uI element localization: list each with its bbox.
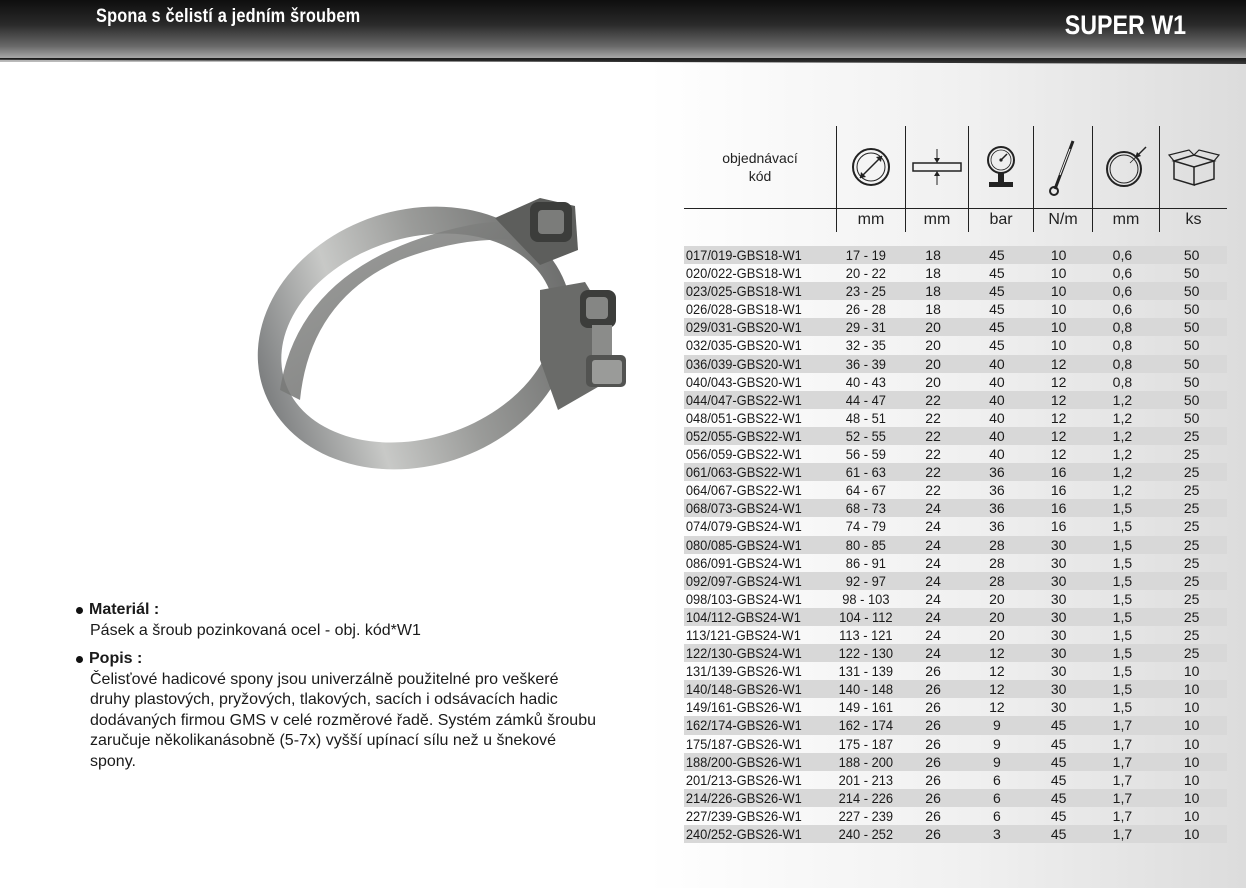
table-row [684, 499, 1227, 517]
brand-title: SUPER W1 [1064, 10, 1186, 40]
table-row [684, 680, 1227, 698]
table-cell: 1,7 [1112, 735, 1133, 752]
table-row [684, 753, 1227, 771]
table-cell: 10 [1183, 699, 1200, 716]
table-cell: 10 [1050, 283, 1067, 300]
table-cell: 052/055-GBS22-W1 [685, 427, 802, 444]
table-cell: 6 [992, 807, 1001, 824]
table-cell: 0,6 [1112, 247, 1133, 263]
table-cell: 50 [1183, 265, 1200, 282]
table-cell: 240/252-GBS26-W1 [685, 826, 802, 842]
table-cell: 064/067-GBS22-W1 [685, 482, 802, 499]
table-row [684, 246, 1227, 264]
bullet-icon [76, 656, 83, 663]
table-row [684, 427, 1227, 445]
table-cell: 048/051-GBS22-W1 [685, 409, 802, 426]
table-row [684, 264, 1227, 282]
table-cell: 032/035-GBS20-W1 [685, 337, 802, 354]
table-row [684, 373, 1227, 391]
table-cell: 26 [925, 681, 941, 698]
table-cell: 22 [925, 482, 941, 499]
table-row [684, 282, 1227, 300]
table-cell: 10 [1050, 265, 1067, 282]
table-row [684, 391, 1227, 409]
table-cell: 45 [1050, 717, 1067, 734]
table-cell: 1,5 [1112, 500, 1133, 517]
table-cell: 40 [989, 409, 1005, 426]
table-cell: 30 [1050, 663, 1067, 680]
table-cell: 0,8 [1112, 373, 1133, 390]
table-cell: 28 [989, 536, 1005, 553]
table-cell: 10 [1183, 807, 1200, 824]
table-cell: 12 [1050, 355, 1067, 372]
table-cell: 50 [1183, 391, 1200, 408]
table-cell: 45 [1050, 826, 1067, 842]
table-cell: 227 - 239 [839, 807, 894, 824]
table-cell: 10 [1183, 681, 1200, 698]
table-cell: 188/200-GBS26-W1 [685, 753, 802, 770]
unit-label: mm [1112, 211, 1140, 228]
table-cell: 1,2 [1112, 464, 1133, 481]
table-cell: 22 [925, 427, 941, 444]
table-cell: 1,5 [1112, 554, 1133, 571]
table-cell: 10 [1050, 319, 1067, 336]
table-row [684, 463, 1227, 481]
table-cell: 1,7 [1112, 753, 1133, 770]
table-cell: 074/079-GBS24-W1 [685, 518, 802, 535]
table-row [684, 481, 1227, 499]
table-cell: 30 [1050, 681, 1067, 698]
table-cell: 10 [1183, 735, 1200, 752]
table-cell: 50 [1183, 337, 1200, 354]
table-cell: 26 [925, 663, 941, 680]
table-cell: 64 - 67 [846, 482, 887, 499]
table-cell: 17 - 19 [846, 247, 887, 263]
page-title: Spona s čelistí a jedním šroubem [96, 6, 361, 27]
table-row [684, 409, 1227, 427]
code-header [684, 126, 836, 208]
table-cell: 26 [925, 771, 941, 788]
table-cell: 24 [925, 645, 941, 662]
table-cell: 86 - 91 [846, 554, 887, 571]
table-cell: 98 - 103 [842, 590, 890, 607]
table-row [684, 626, 1227, 644]
table-cell: 25 [1183, 590, 1200, 607]
product-table [684, 126, 1227, 843]
table-cell: 25 [1183, 608, 1200, 625]
product-photo [240, 140, 660, 520]
table-cell: 22 [925, 446, 941, 463]
popis-line: druhy plastových, pryžových, tlakových, sacích i odsávacích hadic [90, 691, 558, 708]
table-cell: 45 [1050, 735, 1067, 752]
table-cell: 9 [992, 717, 1001, 734]
popis-line: Čelisťové hadicové spony jsou univerzálně použitelné pro veškeré [90, 670, 559, 688]
table-cell: 20 [925, 337, 941, 354]
table-cell: 1,5 [1112, 518, 1133, 535]
table-cell: 029/031-GBS20-W1 [685, 319, 802, 336]
pressure-gauge-icon [969, 126, 1033, 208]
table-cell: 36 [989, 464, 1005, 481]
table-cell: 20 [925, 355, 941, 372]
table-cell: 30 [1050, 536, 1067, 553]
table-cell: 24 [925, 572, 941, 589]
table-cell: 68 - 73 [846, 500, 887, 517]
table-cell: 56 - 59 [846, 446, 887, 463]
table-cell: 017/019-GBS18-W1 [685, 247, 802, 263]
table-row [684, 318, 1227, 336]
table-cell: 24 [925, 554, 941, 571]
table-cell: 12 [989, 663, 1005, 680]
table-cell: 12 [989, 681, 1005, 698]
table-cell: 149 - 161 [839, 699, 894, 716]
table-cell: 040/043-GBS20-W1 [685, 373, 802, 390]
table-cell: 16 [1050, 518, 1067, 535]
table-cell: 52 - 55 [846, 427, 887, 444]
table-cell: 162 - 174 [839, 717, 894, 734]
table-cell: 162/174-GBS26-W1 [685, 717, 802, 734]
table-cell: 25 [1183, 482, 1200, 499]
band-thickness-icon [1093, 126, 1159, 208]
table-cell: 1,2 [1112, 482, 1133, 499]
table-cell: 10 [1050, 337, 1067, 354]
table-cell: 1,7 [1112, 826, 1133, 842]
table-cell: 45 [989, 319, 1005, 336]
table-cell: 131/139-GBS26-W1 [685, 663, 802, 680]
table-cell: 104 - 112 [839, 608, 894, 625]
table-cell: 20 - 22 [846, 265, 887, 282]
table-cell: 9 [992, 753, 1001, 770]
table-cell: 12 [1050, 427, 1067, 444]
table-cell: 24 [925, 626, 941, 643]
table-cell: 40 [989, 355, 1005, 372]
table-cell: 0,8 [1112, 355, 1133, 372]
table-cell: 1,5 [1112, 699, 1133, 716]
table-row [684, 716, 1227, 734]
table-cell: 40 [989, 446, 1005, 463]
table-cell: 25 [1183, 464, 1200, 481]
table-cell: 30 [1050, 626, 1067, 643]
table-cell: 1,5 [1112, 626, 1133, 643]
unit-label: mm [923, 211, 951, 228]
description-block [76, 600, 676, 772]
table-cell: 1,7 [1112, 807, 1133, 824]
table-cell: 74 - 79 [846, 518, 887, 535]
table-cell: 30 [1050, 572, 1067, 589]
table-cell: 10 [1050, 247, 1067, 263]
table-header [684, 126, 1227, 208]
table-cell: 40 - 43 [846, 373, 887, 390]
table-cell: 080/085-GBS24-W1 [685, 536, 802, 553]
table-cell: 140/148-GBS26-W1 [685, 681, 802, 698]
table-cell: 175/187-GBS26-W1 [685, 735, 802, 752]
unit-label: N/m [1048, 211, 1078, 228]
table-row [684, 825, 1227, 843]
table-cell: 214/226-GBS26-W1 [685, 789, 802, 806]
table-cell: 50 [1183, 373, 1200, 390]
table-cell: 48 - 51 [846, 409, 887, 426]
table-cell: 45 [1050, 771, 1067, 788]
table-row [684, 445, 1227, 463]
table-cell: 0,6 [1112, 301, 1133, 318]
table-cell: 80 - 85 [846, 536, 887, 553]
table-cell: 25 [1183, 500, 1200, 517]
table-cell: 18 [925, 301, 941, 318]
table-cell: 26 [925, 735, 941, 752]
bullet-icon [76, 607, 83, 614]
table-cell: 24 [925, 536, 941, 553]
popis-line: spony. [90, 752, 136, 770]
unit-label: mm [857, 211, 885, 228]
table-cell: 175 - 187 [839, 735, 894, 752]
table-cell: 113/121-GBS24-W1 [685, 626, 801, 643]
table-row [684, 807, 1227, 825]
table-cell: 201/213-GBS26-W1 [685, 771, 802, 788]
table-cell: 0,6 [1112, 265, 1133, 282]
table-cell: 092/097-GBS24-W1 [685, 572, 802, 589]
table-cell: 10 [1183, 826, 1200, 842]
table-cell: 20 [989, 626, 1005, 643]
table-cell: 24 [925, 608, 941, 625]
table-cell: 45 [989, 301, 1005, 318]
table-cell: 36 [989, 482, 1005, 499]
table-cell: 044/047-GBS22-W1 [685, 391, 802, 408]
code-header-line2: kód [748, 168, 772, 184]
table-cell: 140 - 148 [839, 681, 894, 698]
table-cell: 50 [1183, 355, 1200, 372]
table-row [684, 336, 1227, 354]
table-cell: 122/130-GBS24-W1 [685, 645, 802, 662]
table-row [684, 735, 1227, 753]
table-cell: 0,8 [1112, 337, 1133, 354]
package-box-icon [1160, 126, 1227, 208]
code-header-line1: objednávací [722, 150, 798, 166]
table-cell: 0,6 [1112, 283, 1133, 300]
table-cell: 36 [989, 500, 1005, 517]
table-cell: 149/161-GBS26-W1 [685, 699, 802, 716]
table-row [684, 300, 1227, 318]
table-cell: 12 [1050, 446, 1067, 463]
table-cell: 9 [992, 735, 1001, 752]
table-cell: 92 - 97 [846, 572, 887, 589]
table-cell: 25 [1183, 446, 1200, 463]
table-cell: 45 [989, 265, 1005, 282]
table-cell: 036/039-GBS20-W1 [685, 355, 802, 372]
torque-wrench-icon [1034, 126, 1092, 208]
table-cell: 30 [1050, 645, 1067, 662]
table-cell: 023/025-GBS18-W1 [685, 283, 802, 300]
table-cell: 1,5 [1112, 645, 1133, 662]
diameter-range-icon [837, 126, 905, 208]
table-cell: 056/059-GBS22-W1 [685, 446, 802, 463]
table-cell: 22 [925, 391, 941, 408]
table-cell: 50 [1183, 319, 1200, 336]
table-row [684, 644, 1227, 662]
table-cell: 23 - 25 [846, 283, 887, 300]
table-row [684, 590, 1227, 608]
table-cell: 25 [1183, 554, 1200, 571]
table-cell: 122 - 130 [839, 645, 894, 662]
table-cell: 45 [1050, 789, 1067, 806]
table-cell: 1,2 [1112, 427, 1133, 444]
table-row [684, 771, 1227, 789]
table-cell: 1,5 [1112, 663, 1133, 680]
table-cell: 10 [1183, 753, 1200, 770]
table-row [684, 517, 1227, 535]
table-cell: 026/028-GBS18-W1 [685, 301, 802, 318]
table-cell: 10 [1183, 663, 1200, 680]
table-cell: 25 [1183, 626, 1200, 643]
table-cell: 10 [1183, 717, 1200, 734]
table-cell: 24 [925, 590, 941, 607]
table-cell: 1,5 [1112, 608, 1133, 625]
table-row [684, 698, 1227, 716]
table-cell: 6 [992, 789, 1001, 806]
table-cell: 0,8 [1112, 319, 1133, 336]
table-cell: 10 [1183, 771, 1200, 788]
table-cell: 45 [989, 337, 1005, 354]
table-cell: 10 [1183, 789, 1200, 806]
table-cell: 131 - 139 [839, 663, 894, 680]
table-cell: 20 [925, 319, 941, 336]
table-cell: 061/063-GBS22-W1 [685, 464, 802, 481]
table-cell: 24 [925, 518, 941, 535]
table-cell: 20 [989, 590, 1005, 607]
table-cell: 188 - 200 [839, 753, 894, 770]
popis-line: dodávaných firmou GMS v celé rozměrové řadě. Systém zámků šroubu [90, 711, 596, 729]
table-row [684, 662, 1227, 680]
table-cell: 26 [925, 717, 941, 734]
table-cell: 22 [925, 409, 941, 426]
table-cell: 12 [1050, 409, 1067, 426]
table-cell: 20 [925, 373, 941, 390]
table-cell: 25 [1183, 572, 1200, 589]
table-cell: 40 [989, 373, 1005, 390]
table-cell: 20 [989, 608, 1005, 625]
table-cell: 26 - 28 [846, 301, 887, 318]
table-cell: 22 [925, 464, 941, 481]
table-cell: 40 [989, 427, 1005, 444]
table-cell: 36 - 39 [846, 355, 887, 372]
table-cell: 1,7 [1112, 771, 1133, 788]
table-cell: 24 [925, 500, 941, 517]
table-cell: 26 [925, 807, 941, 824]
table-cell: 1,2 [1112, 446, 1133, 463]
table-cell: 26 [925, 699, 941, 716]
table-cell: 098/103-GBS24-W1 [685, 590, 802, 607]
material-text: Pásek a šroub pozinkovaná ocel - obj. kód*W1 [90, 621, 421, 639]
table-cell: 1,5 [1112, 590, 1133, 607]
table-row [684, 608, 1227, 626]
table-cell: 25 [1183, 645, 1200, 662]
table-cell: 28 [989, 554, 1005, 571]
table-cell: 25 [1183, 518, 1200, 535]
table-cell: 086/091-GBS24-W1 [685, 554, 802, 571]
table-cell: 12 [1050, 373, 1067, 390]
table-cell: 227/239-GBS26-W1 [685, 807, 802, 824]
table-cell: 201 - 213 [839, 771, 894, 788]
table-cell: 30 [1050, 554, 1067, 571]
table-cell: 1,2 [1112, 391, 1133, 408]
table-cell: 30 [1050, 590, 1067, 607]
table-cell: 18 [925, 283, 941, 300]
table-cell: 1,2 [1112, 409, 1133, 426]
table-cell: 18 [925, 265, 941, 282]
table-cell: 18 [925, 247, 941, 263]
popis-line: zaručuje několikanásobně (5-7x) vyšší upínací sílu než u šnekové [90, 732, 557, 749]
popis-heading [76, 649, 676, 670]
table-body [684, 246, 1227, 843]
table-cell: 12 [989, 699, 1005, 716]
table-cell: 25 [1183, 536, 1200, 553]
table-cell: 214 - 226 [839, 789, 894, 806]
table-cell: 45 [1050, 753, 1067, 770]
table-row [684, 554, 1227, 572]
table-cell: 36 [989, 518, 1005, 535]
table-cell: 16 [1050, 482, 1067, 499]
unit-label: bar [989, 211, 1013, 228]
table-cell: 45 [989, 283, 1005, 300]
table-cell: 16 [1050, 464, 1067, 481]
units-row [684, 208, 1227, 232]
table-cell: 25 [1183, 427, 1200, 444]
table-cell: 50 [1183, 301, 1200, 318]
table-cell: 10 [1050, 301, 1067, 318]
table-cell: 50 [1183, 409, 1200, 426]
table-cell: 44 - 47 [846, 391, 887, 408]
material-heading [76, 600, 676, 621]
table-cell: 240 - 252 [839, 826, 894, 842]
table-cell: 3 [992, 826, 1001, 842]
table-cell: 28 [989, 572, 1005, 589]
table-cell: 12 [1050, 391, 1067, 408]
table-cell: 104/112-GBS24-W1 [685, 608, 801, 625]
table-cell: 30 [1050, 608, 1067, 625]
table-cell: 6 [992, 771, 1001, 788]
popis-label: Popis : [89, 650, 143, 667]
table-cell: 45 [1050, 807, 1067, 824]
table-cell: 1,7 [1112, 717, 1133, 734]
table-row [684, 355, 1227, 373]
table-cell: 61 - 63 [846, 464, 887, 481]
material-label: Materiál : [89, 601, 160, 618]
band-width-icon [906, 126, 968, 208]
table-cell: 1,7 [1112, 789, 1133, 806]
table-cell: 068/073-GBS24-W1 [685, 500, 802, 517]
table-cell: 1,5 [1112, 681, 1133, 698]
table-cell: 16 [1050, 500, 1067, 517]
table-row [684, 572, 1227, 590]
table-cell: 40 [989, 391, 1005, 408]
table-row [684, 789, 1227, 807]
table-cell: 1,5 [1112, 572, 1133, 589]
table-cell: 020/022-GBS18-W1 [685, 265, 802, 282]
table-cell: 12 [989, 645, 1005, 662]
table-cell: 113 - 121 [839, 626, 894, 643]
table-cell: 1,5 [1112, 536, 1133, 553]
table-cell: 26 [925, 826, 941, 842]
table-cell: 26 [925, 789, 941, 806]
table-cell: 32 - 35 [846, 337, 887, 354]
table-row [684, 536, 1227, 554]
table-cell: 26 [925, 753, 941, 770]
table-cell: 30 [1050, 699, 1067, 716]
table-cell: 45 [989, 247, 1005, 263]
unit-label: ks [1185, 211, 1202, 228]
table-cell: 50 [1183, 247, 1200, 263]
table-cell: 50 [1183, 283, 1200, 300]
table-cell: 29 - 31 [846, 319, 887, 336]
